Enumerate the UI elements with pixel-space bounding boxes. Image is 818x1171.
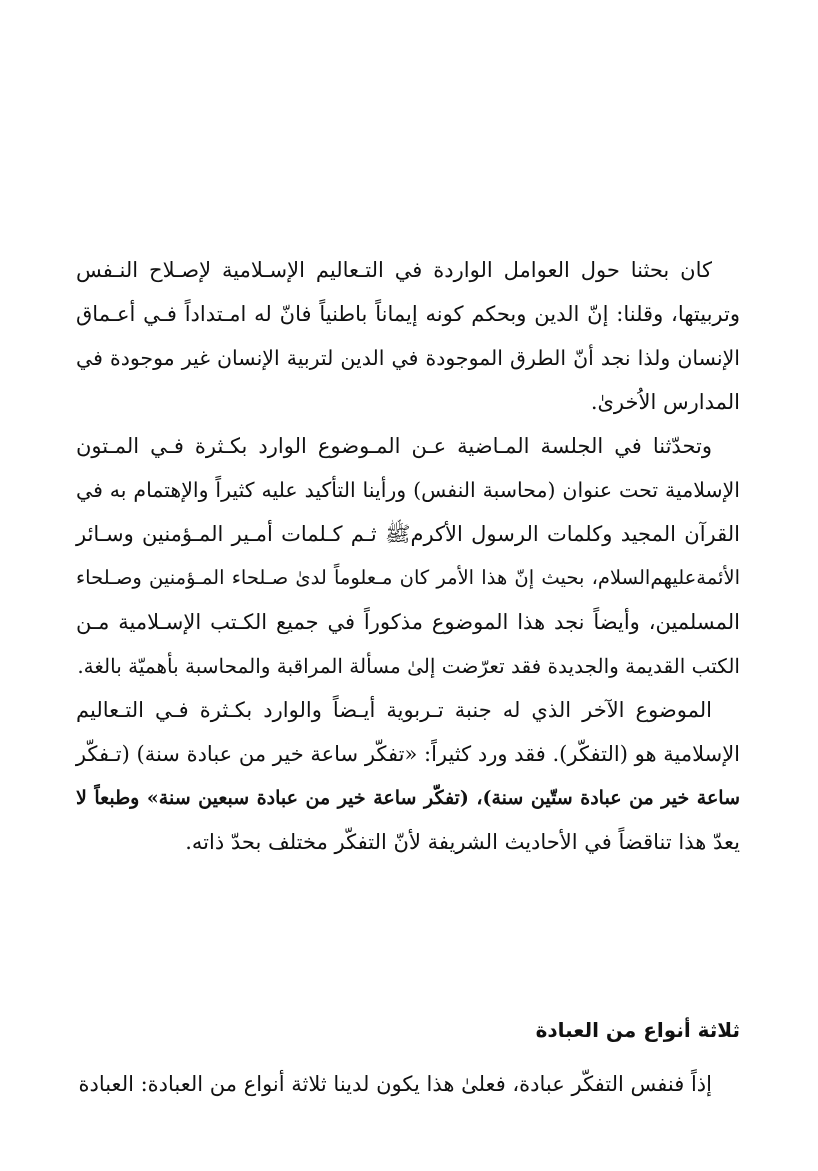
text-line: وتحدّثنا في الجلسة المـاضية عـن المـوضوع الوارد بكـثرة فـي المـتون bbox=[76, 434, 712, 458]
document-body bbox=[76, 248, 740, 864]
text-line: الموضوع الآخر الذي له جنبة تـربوية أيـضاً والوارد بكـثرة فـي التـعاليم bbox=[76, 698, 712, 722]
text-line: الإنسان ولذا نجد أنّ الطرق الموجودة في الدين لتربية الإنسان غير موجودة في bbox=[76, 346, 740, 370]
text-line: الأئمةعليهم‌السلام، بحيث إنّ هذا الأمر كان مـعلوماً لدىٰ صـلحاء المـؤمنين وصـلحاء bbox=[76, 566, 740, 589]
text-line: وتربيتها، وقلنا: إنّ الدين وبحكم كونه إيماناً باطنياً فانّ له امـتداداً فـي أعـماق bbox=[76, 302, 740, 326]
text-line: إذاً فنفس التفكّر عبادة، فعلىٰ هذا يكون لدينا ثلاثة أنواع من العبادة: العبادة bbox=[78, 1072, 712, 1096]
text-line: الكتب القديمة والجديدة فقد تعرّضت إلىٰ مسألة المراقبة والمحاسبة بأهميّة بالغة. bbox=[77, 654, 740, 678]
text-line: الإسلامية هو (التفكّر). فقد ورد كثيراً: «تفكّر ساعة خير من عبادة سنة) (تـفكّر bbox=[75, 742, 740, 766]
section-paragraph bbox=[76, 1062, 740, 1106]
paragraph-3 bbox=[76, 688, 740, 864]
paragraph-1 bbox=[76, 248, 740, 424]
paragraph-2 bbox=[76, 424, 740, 688]
text-line: المسلمين، وأيضاً نجد هذا الموضوع مذكوراً في جميع الكـتب الإسـلامية مـن bbox=[76, 610, 740, 634]
text-line: يعدّ هذا تناقضاً في الأحاديث الشريفة لأنّ التفكّر مختلف بحدّ ذاته. bbox=[185, 830, 740, 854]
text-line: المدارس الاُخرىٰ. bbox=[590, 390, 740, 414]
text-line: الإسلامية تحت عنوان (محاسبة النفس) ورأينا التأكيد عليه كثيراً والإهتمام به في bbox=[76, 478, 740, 502]
text-line: كان بحثنا حول العوامل الواردة في التـعاليم الإسـلامية لإصـلاح النـفس bbox=[76, 258, 712, 282]
text-line: ساعة خير من عبادة ستّين سنة)، (تفكّر ساعة خير من عبادة سبعين سنة» وطبعاً لا bbox=[76, 787, 740, 809]
text-line: القرآن المجيد وكلمات الرسول الأكرمﷺ ثـم كـلمات أمـير المـؤمنين وسـائر bbox=[76, 522, 740, 546]
section-heading: ثلاثة أنواع من العبادة bbox=[535, 1018, 740, 1042]
